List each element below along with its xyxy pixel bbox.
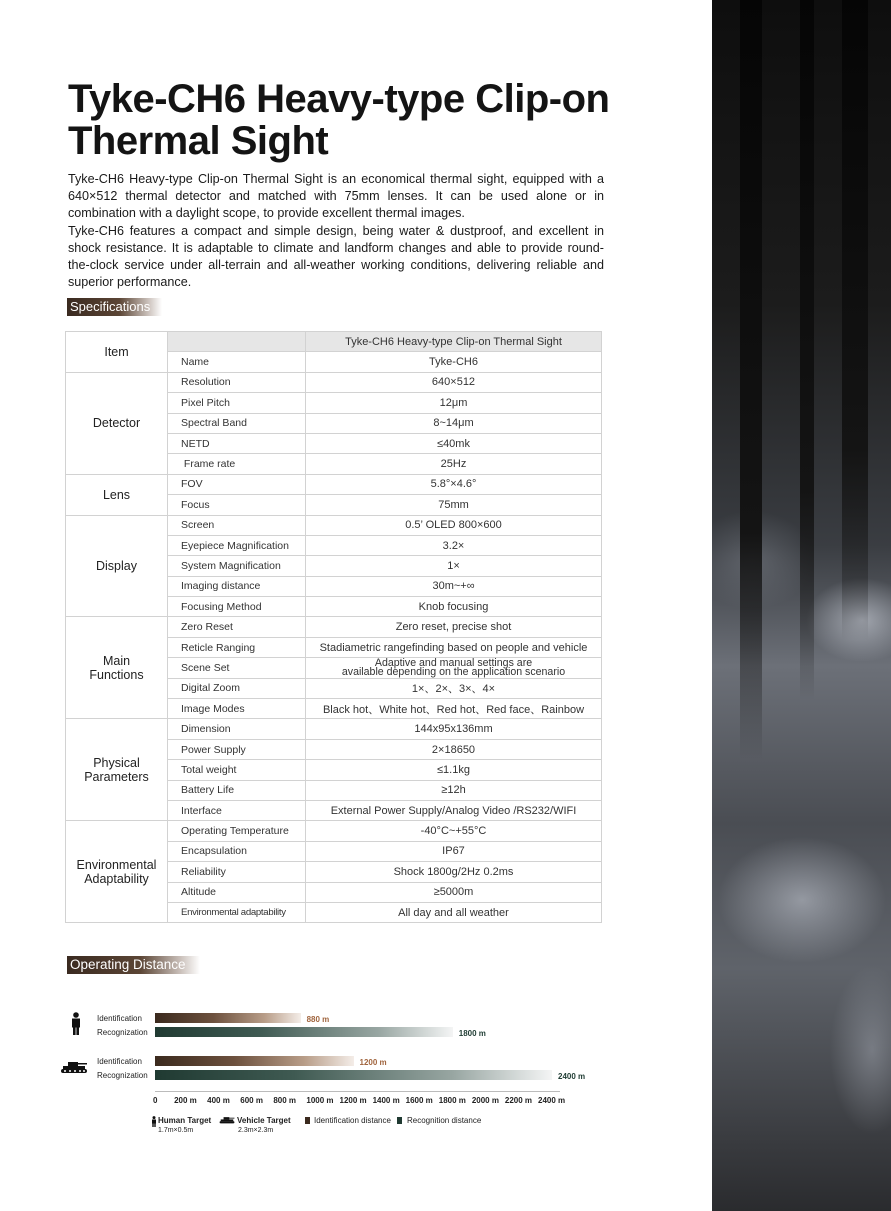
vehicle-recog-label: Recognization (97, 1071, 148, 1080)
spec-value: ≥12h (306, 780, 602, 800)
x-tick-label: 1000 m (306, 1096, 334, 1105)
spec-label: Imaging distance (168, 576, 306, 596)
spec-label: Pixel Pitch (168, 393, 306, 413)
spec-value: Knob focusing (306, 597, 602, 617)
spec-value: 12μm (306, 393, 602, 413)
operating-distance-heading: Operating Distance (67, 956, 200, 974)
spec-row (66, 719, 602, 739)
spec-label: Reliability (168, 862, 306, 882)
spec-label: Focusing Method (168, 597, 306, 617)
spec-group-name: Display (66, 515, 168, 617)
legend-vehicle: Vehicle Target (237, 1116, 291, 1125)
specifications-heading: Specifications (67, 298, 162, 316)
spec-label: Total weight (168, 760, 306, 780)
x-tick-label: 1600 m (405, 1096, 433, 1105)
spec-value: 8~14μm (306, 413, 602, 433)
spec-label: Interface (168, 800, 306, 820)
spec-value: 2×18650 (306, 739, 602, 759)
spec-row (66, 474, 602, 494)
spec-value: 25Hz (306, 454, 602, 474)
spec-row (66, 372, 602, 392)
recog-value-label-0: 1800 m (458, 1029, 486, 1038)
human-recog-label: Recognization (97, 1028, 148, 1037)
spec-row (66, 821, 602, 841)
spec-value: 30m~+∞ (306, 576, 602, 596)
x-tick-label: 200 m (174, 1096, 197, 1105)
x-tick-label: 400 m (207, 1096, 230, 1105)
recog-value-label-1: 2400 m (558, 1072, 586, 1081)
spec-value: -40°C~+55°C (306, 821, 602, 841)
spec-row (66, 617, 602, 637)
spec-label: Dimension (168, 719, 306, 739)
x-tick-label: 1400 m (372, 1096, 400, 1105)
x-tick-label: 600 m (240, 1096, 263, 1105)
spec-product-header: Tyke-CH6 Heavy-type Clip-on Thermal Sight (306, 332, 602, 352)
x-tick-label: 1800 m (438, 1096, 466, 1105)
spec-value: 3.2× (306, 535, 602, 555)
spec-table (65, 331, 602, 923)
spec-label: Altitude (168, 882, 306, 902)
spec-value: 1×、2×、3×、4× (306, 678, 602, 698)
spec-header-row (66, 332, 602, 352)
spec-label: Focus (168, 495, 306, 515)
spec-value: ≤40mk (306, 433, 602, 453)
x-tick-label: 2200 m (504, 1096, 533, 1105)
spec-value: 640×512 (306, 372, 602, 392)
x-tick-label: 0 (153, 1096, 158, 1105)
spec-label: System Magnification (168, 556, 306, 576)
snow-forest-photo (712, 0, 891, 1211)
spec-value: External Power Supply/Analog Video /RS232/WIFI (306, 800, 602, 820)
spec-value: 144x95x136mm (306, 719, 602, 739)
tank-icon (60, 1060, 88, 1074)
x-tick-label: 800 m (273, 1096, 297, 1105)
spec-value: All day and all weather (306, 902, 602, 922)
spec-value: Adaptive and manual settings are available depending on the application scenario (306, 658, 602, 678)
spec-value: IP67 (306, 841, 602, 861)
ident-bar-1 (155, 1056, 354, 1066)
spec-value: ≥5000m (306, 882, 602, 902)
spec-value: 1× (306, 556, 602, 576)
x-tick-label: 2000 m (471, 1096, 499, 1105)
legend-recog: Recognition distance (407, 1116, 482, 1125)
spec-label: Eyepiece Magnification (168, 535, 306, 555)
spec-header-blank (168, 332, 306, 352)
page-title: Tyke-CH6 Heavy-type Clip-on Thermal Sight (68, 77, 610, 163)
x-axis-line (155, 1091, 560, 1092)
spec-value: Shock 1800g/2Hz 0.2ms (306, 862, 602, 882)
legend-recog-swatch (397, 1117, 402, 1124)
spec-label: Environmental adaptability (168, 902, 306, 922)
legend-vehicle-size: 2.3m×2.3m (238, 1127, 274, 1134)
spec-group-name: Main Functions (66, 617, 168, 719)
spec-label: Encapsulation (168, 841, 306, 861)
ident-value-label-1: 1200 m (359, 1058, 387, 1067)
legend-human: Human Target (158, 1116, 212, 1125)
legend-ident: Identification distance (314, 1116, 391, 1125)
human-ident-label: Identification (97, 1014, 142, 1023)
spec-value: 5.8°×4.6° (306, 474, 602, 494)
vehicle-legend-icon (219, 1116, 235, 1124)
human-icon (70, 1012, 82, 1036)
x-tick-label: 2400 m (538, 1096, 566, 1105)
human-legend-icon (151, 1116, 157, 1127)
spec-group-name: Detector (66, 372, 168, 474)
spec-item-header: Item (66, 332, 168, 373)
legend-ident-swatch (305, 1117, 310, 1124)
ident-bar-0 (155, 1013, 301, 1023)
spec-value: Black hot、White hot、Red hot、Red face、Rainbow (306, 699, 602, 719)
spec-label: FOV (168, 474, 306, 494)
spec-label: Reticle Ranging (168, 637, 306, 657)
intro-paragraph-2: Tyke-CH6 features a compact and simple design, being water & dustproof, and excellent in shock resistance. It is adaptable to climate and landform changes and able to provide round-the-clock service under all-terrain and all-weather working conditions, delivering reliable and superior performance. (68, 224, 604, 289)
spec-value: Zero reset, precise shot (306, 617, 602, 637)
spec-value: 75mm (306, 495, 602, 515)
spec-label: Zero Reset (168, 617, 306, 637)
spec-label: Frame rate (168, 454, 306, 474)
spec-group-name: Environmental Adaptability (66, 821, 168, 923)
vehicle-ident-label: Identification (97, 1057, 142, 1066)
spec-label: Image Modes (168, 699, 306, 719)
ident-value-label-0: 880 m (306, 1015, 330, 1024)
spec-label: Operating Temperature (168, 821, 306, 841)
spec-label: Name (168, 352, 306, 372)
spec-value: Stadiametric rangefinding based on people and vehicle (306, 637, 602, 657)
spec-label: Power Supply (168, 739, 306, 759)
spec-label: Scene Set (168, 658, 306, 678)
spec-label: Battery Life (168, 780, 306, 800)
spec-value: ≤1.1kg (306, 760, 602, 780)
recog-bar-0 (155, 1027, 453, 1037)
spec-label: Spectral Band (168, 413, 306, 433)
spec-row (66, 515, 602, 535)
spec-label: Screen (168, 515, 306, 535)
legend-human-size: 1.7m×0.5m (158, 1127, 194, 1134)
x-tick-label: 1200 m (339, 1096, 367, 1105)
recog-bar-1 (155, 1070, 552, 1080)
intro-paragraph-1: Tyke-CH6 Heavy-type Clip-on Thermal Sight is an economical thermal sight, equipped with a 640×512 thermal detector and matched with 75mm lenses. It can be used alone or in combination with a daylight scope, to provide excellent thermal images. (68, 172, 604, 220)
spec-value: 0.5’ OLED 800×600 (306, 515, 602, 535)
spec-group-name: Lens (66, 474, 168, 515)
spec-value: Tyke-CH6 (306, 352, 602, 372)
spec-label: Digital Zoom (168, 678, 306, 698)
spec-group-name: Physical Parameters (66, 719, 168, 821)
spec-label: NETD (168, 433, 306, 453)
spec-label: Resolution (168, 372, 306, 392)
